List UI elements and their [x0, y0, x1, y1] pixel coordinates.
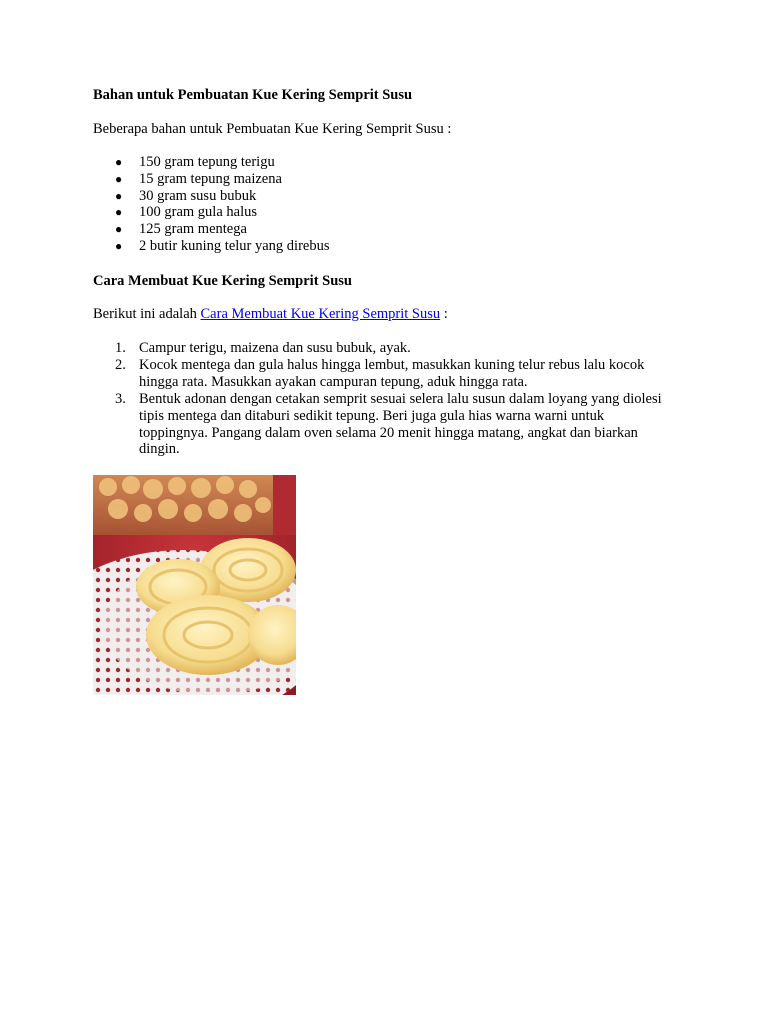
ingredients-list	[93, 154, 329, 255]
ingredients-heading: Bahan untuk Pembuatan Kue Kering Semprit Susu	[93, 87, 413, 103]
list-item: 2. Kocok mentega dan gula halus hingga lembut, masukkan kuning telur rebus lalu kocok hingga rata. Masukkan ayakan campuran tepung, aduk hingga rata.	[115, 356, 645, 390]
cookie-photo	[93, 475, 296, 695]
step-number: 1.	[115, 340, 126, 356]
bullet-icon: ●	[115, 205, 123, 220]
bullet-icon: ●	[115, 171, 123, 186]
bullet-icon: ●	[115, 238, 123, 253]
list-item: ● 30 gram susu bubuk	[115, 187, 257, 204]
ingredients-intro: Beberapa bahan untuk Pembuatan Kue Kering Semprit Susu :	[93, 121, 452, 137]
recipe-link[interactable]: Cara Membuat Kue Kering Semprit Susu	[200, 306, 441, 322]
steps-list	[93, 340, 673, 458]
bullet-icon: ●	[115, 188, 123, 203]
list-item: 1. Campur terigu, maizena dan susu bubuk, ayak.	[115, 340, 411, 356]
method-heading: Cara Membuat Kue Kering Semprit Susu	[93, 273, 352, 289]
list-item: ● 100 gram gula halus	[115, 204, 257, 221]
list-item: 3. Bentuk adonan dengan cetakan semprit sesuai selera lalu susun dalam loyang yang diolesi tipis mentega dan ditaburi sedikit tepung. Beri juga gula hias warna warni untuk toppingnya. Pangang dalam oven selama 20 menit hingga matang, angkat dan biarkan dingin.	[115, 390, 662, 458]
method-intro: Berikut ini adalah Cara Membuat Kue Kering Semprit Susu :	[93, 306, 448, 322]
step-number: 3.	[115, 390, 126, 407]
list-item: ● 150 gram tepung terigu	[115, 154, 275, 170]
bullet-icon: ●	[115, 155, 123, 169]
step-number: 2.	[115, 356, 126, 373]
list-item: ● 2 butir kuning telur yang direbus	[115, 237, 330, 254]
list-item: ● 15 gram tepung maizena	[115, 170, 282, 187]
list-item: ● 125 gram mentega	[115, 221, 247, 238]
bullet-icon: ●	[115, 222, 123, 237]
